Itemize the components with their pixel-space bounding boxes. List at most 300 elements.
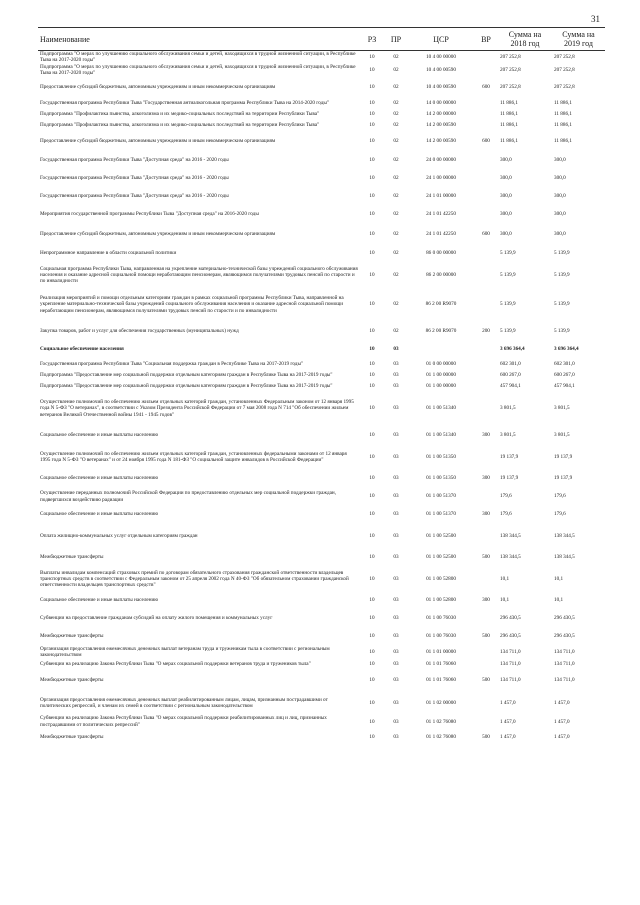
cell-name: Государственная программа Республики Тыва "Доступная среда" на 2016 - 2020 годы [40, 175, 229, 182]
cell-sum-2019: 11 886,1 [554, 137, 572, 144]
cell-csr: 24 1 01 00000 [426, 193, 456, 200]
cell-sum-2019: 457 904,1 [554, 382, 575, 389]
cell-vr: 300 [482, 475, 490, 482]
cell-sum-2018: 3 801,5 [500, 431, 516, 438]
table-row [38, 506, 605, 524]
cell-name: Предоставление субсидий бюджетным, автономным учреждениям и иным некоммерческим организациям [40, 137, 276, 144]
cell-sum-2019: 300,0 [554, 211, 566, 218]
cell-sum-2019: 11 886,1 [554, 121, 572, 128]
cell-vr [474, 567, 498, 592]
cell-pr: 02 [393, 327, 399, 334]
table-row [38, 549, 605, 567]
table-body [38, 51, 605, 747]
cell-name: Осуществление полномочий по обеспечению жильем отдельных категорий граждан, установленных федеральными законами от 12 января 1995 года N 5-ФЗ "О ветеранах" и от 24 ноября 1995 года N 181-ФЗ "О социальной защите инвалидов в Российской Федерации" [40, 450, 347, 464]
cell-pr: 03 [393, 699, 399, 706]
cell-sum-2018: 207 252,8 [500, 54, 521, 61]
cell-rz: 10 [369, 175, 375, 182]
cell-vr [474, 288, 498, 322]
cell-rz: 10 [369, 660, 375, 667]
cell-sum-2019: 11 886,1 [554, 110, 572, 117]
cell-csr: 01 1 00 51340 [426, 431, 456, 438]
cell-name: Подпрограмма "О мерах по улучшению социального обслуживания семьи и детей, находящихся в трудной жизненной ситуации, в Республике Тыва на 2017-2020 годы" [40, 63, 356, 77]
cell-sum-2018: 3 801,5 [500, 405, 516, 412]
cell-csr: 24 1 01 42250 [426, 211, 456, 218]
cell-name: Государственная программа Республики Тыва "Доступная среда" на 2016 - 2020 годы [40, 193, 229, 200]
table-row [38, 715, 605, 728]
cell-name: Реализация мероприятий и помощи отдельным категориям граждан в рамках социальной программы Республики Тыва, направленной на укрепление материально-технической базы учреждений социального обслуживания населения и оказание адресной социальной помощи неработающим пенсионерам, являющимся получателями трудовых пенсий по старости и по инвалидности [40, 295, 344, 314]
cell-sum-2019: 5 139,9 [554, 271, 570, 278]
cell-name: Предоставление субсидий бюджетным, автономным учреждениям и иным некоммерческим организациям [40, 83, 276, 90]
cell-pr: 02 [393, 83, 399, 90]
cell-rz: 10 [369, 382, 375, 389]
cell-csr: 86 2 00 R9070 [425, 301, 457, 308]
cell-sum-2018: 179,6 [500, 511, 512, 518]
table-row [38, 592, 605, 610]
cell-sum-2019: 10,1 [554, 575, 564, 582]
table-row [38, 524, 605, 549]
table-row [38, 392, 605, 426]
cell-rz: 10 [369, 121, 375, 128]
cell-name: Подпрограмма "Предоставление мер социальной поддержки отдельным категориям граждан в Республике Тыва на 2017-2019 годы" [40, 382, 333, 389]
cell-sum-2019: 1 457,0 [554, 734, 570, 741]
cell-vr [474, 341, 498, 359]
cell-name: Социальное обеспечение и иные выплаты населению [40, 431, 159, 438]
table-row [38, 322, 605, 341]
cell-vr [474, 51, 498, 64]
cell-vr [474, 690, 498, 715]
cell-pr: 03 [393, 734, 399, 741]
cell-rz: 10 [369, 734, 375, 741]
cell-name: Закупка товаров, работ и услуг для обеспечения государственных (муниципальных) нужд [40, 327, 239, 334]
cell-rz: 10 [369, 493, 375, 500]
cell-sum-2018: 134 711,0 [500, 676, 521, 683]
cell-sum-2019: 300,0 [554, 175, 566, 182]
table-header-row [38, 28, 605, 51]
cell-rz: 10 [369, 633, 375, 640]
cell-sum-2019: 134 711,0 [554, 660, 575, 667]
table-row [38, 109, 605, 120]
cell-csr: 01 1 00 51340 [426, 405, 456, 412]
cell-name: Межбюджетные трансферты [40, 734, 104, 741]
cell-vr: 500 [482, 734, 490, 741]
cell-rz: 10 [369, 301, 375, 308]
cell-vr [474, 715, 498, 728]
cell-name: Выплаты инвалидам компенсаций страховых премий по договорам обязательного страхования гражданской ответственности владельцев транспортных средств в соответствии с Федеральным законом от 25 апреля 2002 года N 40-ФЗ "Об обязательном страховании гражданской ответственности владельцев транспортных средств" [40, 569, 349, 589]
cell-rz: 10 [369, 83, 375, 90]
cell-sum-2019: 179,6 [554, 493, 566, 500]
table-row [38, 567, 605, 592]
cell-rz: 10 [369, 718, 375, 725]
table-row [38, 445, 605, 470]
cell-sum-2018: 3 696 364,4 [500, 346, 525, 353]
cell-vr [474, 610, 498, 628]
cell-sum-2018: 207 252,8 [500, 67, 521, 74]
cell-vr: 300 [482, 597, 490, 604]
cell-csr: 01 1 02 76080 [426, 718, 456, 725]
cell-sum-2018: 5 139,9 [500, 327, 516, 334]
cell-csr: 01 1 00 51370 [426, 493, 456, 500]
cell-rz: 10 [369, 511, 375, 518]
cell-vr [474, 658, 498, 669]
cell-vr [474, 109, 498, 120]
cell-sum-2019: 3 801,5 [554, 405, 570, 412]
cell-name: Социальное обеспечение и иные выплаты населению [40, 597, 159, 604]
cell-vr: 300 [482, 511, 490, 518]
cell-pr: 02 [393, 193, 399, 200]
cell-vr: 500 [482, 676, 490, 683]
cell-name: Организация предоставления ежемесячных денежных выплат ветеранам труда и труженикам тыла в соответствии с региональным законодательством [40, 645, 330, 659]
cell-sum-2018: 300,0 [500, 157, 512, 164]
cell-name: Социальное обеспечение и иные выплаты населению [40, 511, 159, 518]
table-row [38, 64, 605, 77]
cell-sum-2019: 300,0 [554, 193, 566, 200]
cell-rz: 10 [369, 405, 375, 412]
cell-name: Субвенции на предоставление гражданам субсидий на оплату жилого помещения и коммунальных услуг [40, 615, 273, 622]
page-number: 31 [591, 14, 600, 24]
cell-csr: 10 4 00 00000 [426, 54, 456, 61]
table-row [38, 120, 605, 131]
header-pr: ПР [384, 28, 408, 51]
table-row [38, 658, 605, 669]
cell-sum-2018: 1 457,0 [500, 734, 516, 741]
cell-rz: 10 [369, 157, 375, 164]
cell-csr: 01 1 00 51370 [426, 511, 456, 518]
cell-vr [474, 120, 498, 131]
cell-sum-2018: 138 344,5 [500, 554, 521, 561]
table-row [38, 646, 605, 659]
table-row [38, 131, 605, 152]
cell-name: Социальное обеспечение населения [40, 346, 124, 353]
budget-table [38, 27, 605, 746]
cell-vr: 300 [482, 431, 490, 438]
table-row [38, 170, 605, 188]
cell-vr [474, 488, 498, 506]
cell-rz: 10 [369, 230, 375, 237]
cell-vr: 500 [482, 554, 490, 561]
cell-sum-2018: 11 886,1 [500, 137, 518, 144]
cell-name: Подпрограмма "Профилактика пьянства, алкоголизма и их медико-социальных последствий на территории Республики Тыва" [40, 121, 320, 128]
cell-sum-2018: 602 301,0 [500, 360, 521, 367]
table-row [38, 77, 605, 98]
cell-rz: 10 [369, 615, 375, 622]
cell-vr [474, 170, 498, 188]
cell-name: Социальное обеспечение и иные выплаты населению [40, 475, 159, 482]
cell-csr: 24 1 01 42250 [426, 230, 456, 237]
cell-csr: 01 0 00 00000 [426, 360, 456, 367]
cell-csr: 01 1 00 51350 [426, 453, 456, 460]
cell-csr: 01 1 00 51350 [426, 475, 456, 482]
table-row [38, 224, 605, 245]
cell-name: Предоставление субсидий бюджетным, автономным учреждениям и иным некоммерческим организациям [40, 230, 276, 237]
cell-sum-2019: 300,0 [554, 230, 566, 237]
cell-sum-2018: 300,0 [500, 175, 512, 182]
cell-csr: 01 1 01 76060 [426, 660, 456, 667]
header-rz: РЗ [360, 28, 384, 51]
cell-rz: 10 [369, 597, 375, 604]
cell-sum-2018: 600 267,0 [500, 371, 521, 378]
cell-pr: 03 [393, 453, 399, 460]
cell-sum-2019: 296 430,5 [554, 615, 575, 622]
cell-rz: 10 [369, 431, 375, 438]
cell-vr [474, 370, 498, 381]
cell-sum-2019: 207 252,8 [554, 67, 575, 74]
cell-name: Осуществление полномочий по обеспечению жильем отдельных категорий граждан, установленных Федеральным законом от 12 января 1995 года N 5-ФЗ "О ветеранах", в соответствии с Указом Президента Российской Федерации от 7 мая 2008 года N 714 "Об обеспечении жильем ветеранов Великой Отечественной войны 1941 - 1945 годов" [40, 399, 354, 418]
cell-pr: 03 [393, 648, 399, 655]
cell-pr: 02 [393, 250, 399, 257]
cell-sum-2018: 300,0 [500, 230, 512, 237]
cell-sum-2018: 138 344,5 [500, 532, 521, 539]
cell-rz: 10 [369, 99, 375, 106]
table-row [38, 206, 605, 224]
cell-sum-2019: 19 137,9 [554, 453, 573, 460]
cell-rz: 10 [369, 110, 375, 117]
cell-rz: 10 [369, 453, 375, 460]
cell-rz: 10 [369, 648, 375, 655]
cell-sum-2018: 5 139,9 [500, 301, 516, 308]
cell-pr: 03 [393, 633, 399, 640]
cell-vr [474, 263, 498, 288]
cell-sum-2019: 138 344,5 [554, 554, 575, 561]
table-row [38, 341, 605, 359]
cell-name: Субвенции на реализацию Закона Республики Тыва "О мерах социальной поддержки реабилитированных лиц и лиц, признанных пострадавшими от политических репрессий" [40, 715, 327, 728]
cell-name: Субвенции на реализацию Закона Республики Тыва "О мерах социальной поддержки ветеранов труда и тружеников тыла" [40, 660, 311, 667]
cell-sum-2019: 1 457,0 [554, 718, 570, 725]
cell-sum-2019: 602 301,0 [554, 360, 575, 367]
cell-pr: 02 [393, 137, 399, 144]
cell-sum-2019: 134 711,0 [554, 648, 575, 655]
cell-name: Государственная программа Республики Тыва "Государственная антиалкогольная программа Республики Тыва на 2014-2020 годы" [40, 99, 329, 106]
table-row [38, 728, 605, 746]
cell-sum-2019: 19 137,9 [554, 475, 573, 482]
cell-sum-2018: 300,0 [500, 193, 512, 200]
cell-pr: 02 [393, 301, 399, 308]
cell-sum-2019: 300,0 [554, 157, 566, 164]
table-row [38, 470, 605, 488]
cell-rz: 10 [369, 193, 375, 200]
cell-sum-2019: 138 344,5 [554, 532, 575, 539]
cell-rz: 10 [369, 271, 375, 278]
cell-csr: 01 1 00 76030 [426, 615, 456, 622]
cell-rz: 10 [369, 699, 375, 706]
cell-vr: 500 [482, 633, 490, 640]
cell-sum-2018: 134 711,0 [500, 648, 521, 655]
cell-rz: 10 [369, 346, 375, 353]
table-row [38, 188, 605, 206]
table-row [38, 98, 605, 109]
table-row [38, 381, 605, 392]
cell-vr [474, 646, 498, 659]
cell-csr: 01 1 01 76060 [426, 676, 456, 683]
cell-vr [474, 445, 498, 470]
cell-pr: 03 [393, 431, 399, 438]
cell-sum-2019: 5 139,9 [554, 327, 570, 334]
cell-sum-2018: 179,6 [500, 493, 512, 500]
cell-sum-2019: 5 139,9 [554, 250, 570, 257]
cell-sum-2019: 3 801,5 [554, 431, 570, 438]
cell-sum-2018: 457 904,1 [500, 382, 521, 389]
cell-csr: 01 1 00 76030 [426, 633, 456, 640]
cell-sum-2018: 19 137,9 [500, 453, 519, 460]
cell-sum-2019: 600 267,0 [554, 371, 575, 378]
cell-sum-2019: 207 252,8 [554, 83, 575, 90]
cell-pr: 02 [393, 99, 399, 106]
cell-pr: 02 [393, 271, 399, 278]
header-sum-2018: Сумма на 2018 год [498, 28, 552, 51]
cell-vr: 600 [482, 83, 490, 90]
header-csr: ЦСР [408, 28, 474, 51]
table-row [38, 51, 605, 64]
cell-pr: 03 [393, 360, 399, 367]
cell-rz: 10 [369, 676, 375, 683]
cell-sum-2018: 19 137,9 [500, 475, 519, 482]
table-row [38, 263, 605, 288]
cell-pr: 03 [393, 346, 399, 353]
cell-csr: 01 1 00 52800 [426, 597, 456, 604]
cell-csr: 01 1 00 52500 [426, 554, 456, 561]
cell-name: Государственная программа Республики Тыва "Доступная среда" на 2016 - 2020 годы [40, 157, 229, 164]
cell-pr: 03 [393, 475, 399, 482]
cell-pr: 03 [393, 511, 399, 518]
cell-rz: 10 [369, 211, 375, 218]
cell-vr [474, 524, 498, 549]
cell-pr: 03 [393, 405, 399, 412]
cell-pr: 03 [393, 554, 399, 561]
cell-pr: 03 [393, 615, 399, 622]
table-row [38, 426, 605, 445]
header-sum-2019: Сумма на 2019 год [552, 28, 605, 51]
cell-pr: 02 [393, 110, 399, 117]
cell-vr [474, 381, 498, 392]
cell-name: Организация предоставления ежемесячных денежных выплат реабилитированным лицам, лицам, признанным пострадавшими от политических репрессий, и членам их семей в соответствии с региональным законодательством [40, 696, 328, 709]
cell-vr [474, 152, 498, 170]
cell-sum-2018: 5 139,9 [500, 271, 516, 278]
cell-rz: 10 [369, 360, 375, 367]
cell-csr: 01 1 00 00000 [426, 382, 456, 389]
cell-rz: 10 [369, 554, 375, 561]
cell-csr: 01 1 02 76080 [426, 734, 456, 741]
table-row [38, 488, 605, 506]
cell-pr: 02 [393, 175, 399, 182]
cell-csr [408, 341, 474, 359]
cell-sum-2019: 296 430,5 [554, 633, 575, 640]
table-row [38, 288, 605, 322]
cell-sum-2019: 11 886,1 [554, 99, 572, 106]
cell-rz: 10 [369, 475, 375, 482]
cell-csr: 14 0 00 00000 [426, 99, 456, 106]
cell-sum-2019: 207 252,8 [554, 54, 575, 61]
cell-csr: 14 2 00 00590 [426, 121, 456, 128]
cell-sum-2018: 11 886,1 [500, 121, 518, 128]
cell-rz: 10 [369, 67, 375, 74]
header-vr: ВР [474, 28, 498, 51]
cell-vr [474, 188, 498, 206]
cell-name: Подпрограмма "Предоставление мер социальной поддержки отдельным категориям граждан в Республике Тыва на 2017-2019 годы" [40, 371, 333, 378]
cell-name: Оплата жилищно-коммунальных услуг отдельным категориям граждан [40, 532, 198, 539]
cell-vr [474, 359, 498, 370]
cell-rz: 10 [369, 327, 375, 334]
cell-name: Межбюджетные трансферты [40, 633, 104, 640]
cell-csr: 86 2 00 00000 [426, 271, 456, 278]
cell-csr: 01 1 02 00000 [426, 699, 456, 706]
cell-csr: 14 2 00 00000 [426, 110, 456, 117]
cell-name: Государственная программа Республики Тыва "Социальная поддержка граждан в Республике Тыва на 2017-2019 годы" [40, 360, 304, 367]
cell-name: Осуществление переданных полномочий Российской Федерации по предоставлению отдельных мер социальной поддержки граждан, подвергшихся воздействию радиации [40, 490, 336, 503]
table-row [38, 152, 605, 170]
cell-pr: 02 [393, 211, 399, 218]
cell-sum-2018: 10,1 [500, 575, 510, 582]
cell-name: Подпрограмма "Профилактика пьянства, алкоголизма и их медико-социальных последствий на территории Республики Тыва" [40, 110, 320, 117]
cell-rz: 10 [369, 250, 375, 257]
cell-pr: 03 [393, 493, 399, 500]
cell-name: Межбюджетные трансферты [40, 676, 104, 683]
cell-csr: 01 1 00 00000 [426, 371, 456, 378]
cell-sum-2018: 5 139,9 [500, 250, 516, 257]
table-row [38, 628, 605, 646]
cell-sum-2018: 300,0 [500, 211, 512, 218]
cell-sum-2018: 1 457,0 [500, 718, 516, 725]
header-name: Наименование [38, 28, 360, 51]
cell-pr: 02 [393, 121, 399, 128]
cell-vr [474, 206, 498, 224]
cell-rz: 10 [369, 575, 375, 582]
cell-rz: 10 [369, 54, 375, 61]
cell-sum-2019: 1 457,0 [554, 699, 570, 706]
table-row [38, 610, 605, 628]
cell-pr: 02 [393, 54, 399, 61]
cell-pr: 02 [393, 67, 399, 74]
cell-csr: 14 2 00 00590 [426, 137, 456, 144]
cell-csr: 10 4 00 00590 [426, 67, 456, 74]
cell-csr: 01 1 01 00000 [426, 648, 456, 655]
cell-name: Мероприятия государственной программы Республики Тыва "Доступная среда" на 2016-2020 годы [40, 211, 259, 218]
cell-csr: 10 4 00 00590 [426, 83, 456, 90]
table-row [38, 359, 605, 370]
cell-pr: 03 [393, 382, 399, 389]
cell-sum-2018: 296 430,5 [500, 615, 521, 622]
cell-rz: 10 [369, 371, 375, 378]
cell-rz: 10 [369, 137, 375, 144]
cell-vr: 600 [482, 137, 490, 144]
table-row [38, 245, 605, 263]
cell-vr: 600 [482, 230, 490, 237]
cell-sum-2018: 11 886,1 [500, 99, 518, 106]
cell-csr: 86 2 00 R9070 [425, 327, 457, 334]
cell-sum-2018: 296 430,5 [500, 633, 521, 640]
cell-name: Непрограммное направление в области социальной политики [40, 250, 177, 257]
cell-vr [474, 392, 498, 426]
cell-csr: 01 1 00 52800 [426, 575, 456, 582]
cell-vr [474, 98, 498, 109]
cell-sum-2019: 5 139,9 [554, 301, 570, 308]
cell-sum-2018: 134 711,0 [500, 660, 521, 667]
cell-pr: 03 [393, 575, 399, 582]
cell-sum-2019: 179,6 [554, 511, 566, 518]
table-row [38, 690, 605, 715]
cell-vr [474, 64, 498, 77]
cell-sum-2018: 1 457,0 [500, 699, 516, 706]
table-row [38, 669, 605, 690]
cell-csr: 86 0 00 00000 [426, 250, 456, 257]
cell-rz: 10 [369, 532, 375, 539]
cell-sum-2019: 3 696 364,4 [554, 346, 579, 353]
cell-sum-2019: 10,1 [554, 597, 564, 604]
cell-sum-2018: 207 252,8 [500, 83, 521, 90]
cell-sum-2019: 134 711,0 [554, 676, 575, 683]
cell-pr: 03 [393, 718, 399, 725]
cell-sum-2018: 10,1 [500, 597, 510, 604]
cell-vr [474, 245, 498, 263]
cell-csr: 24 0 00 00000 [426, 157, 456, 164]
